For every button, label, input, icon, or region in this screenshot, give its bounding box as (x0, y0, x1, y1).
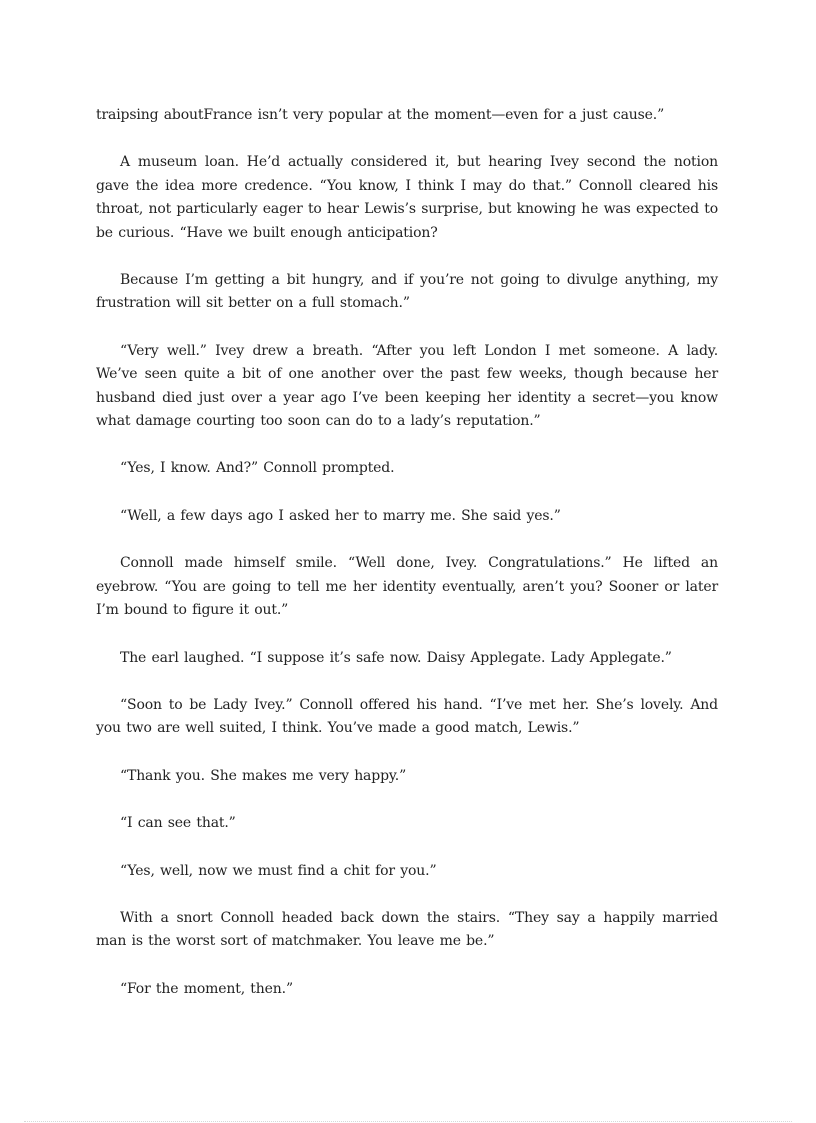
body-text (96, 104, 718, 1025)
paragraph: Because I’m getting a bit hungry, and if you’re not going to divulge anything, my frustration will sit better on a full stomach.” (96, 272, 718, 312)
paragraph: Connoll made himself smile. “Well done, Ivey. Congratulations.” He lifted an eyebrow. “You are going to tell me her identity eventually, aren’t you? Sooner or later I’m bound to figure it out.” (96, 555, 718, 619)
paragraph: “Soon to be Lady Ivey.” Connoll offered his hand. “I’ve met her. She’s lovely. And you two are well suited, I think. You’ve made a good match, Lewis.” (96, 696, 718, 737)
page-bottom-divider (24, 1121, 792, 1122)
paragraph: traipsing aboutFrance isn’t very popular at the moment—even for a just cause.” (96, 107, 665, 123)
paragraph: “Thank you. She makes me very happy.” (120, 767, 407, 784)
paragraph: “Yes, well, now we must find a chit for you.” (120, 862, 437, 879)
paragraph: “Yes, I know. And?” Connoll prompted. (120, 460, 395, 477)
paragraph: A museum loan. He’d actually considered it, but hearing Ivey second the notion gave the idea more credence. “You know, I think I may do that.” Connoll cleared his throat, not particularly eager to hear Lewis’s surprise, but knowing he was expected to be curious. “Have we built enough anticipation? (96, 154, 718, 241)
paragraph: The earl laughed. “I suppose it’s safe now. Daisy Applegate. Lady Applegate.” (120, 649, 672, 666)
paragraph: “For the moment, then.” (120, 980, 293, 997)
paragraph: With a snort Connoll headed back down the stairs. “They say a happily married man is the worst sort of matchmaker. You leave me be.” (96, 909, 718, 950)
paragraph: “Well, a few days ago I asked her to marry me. She said yes.” (120, 507, 561, 524)
paragraph: “I can see that.” (120, 815, 236, 832)
paragraph: “Very well.” Ivey drew a breath. “After you left London I met someone. A lady. We’ve seen quite a bit of one another over the past few weeks, though because her husband died just over a year ago I’ve been keeping her identity a secret—you know what damage courting too soon can do to a lady’s reputation.” (96, 342, 718, 430)
